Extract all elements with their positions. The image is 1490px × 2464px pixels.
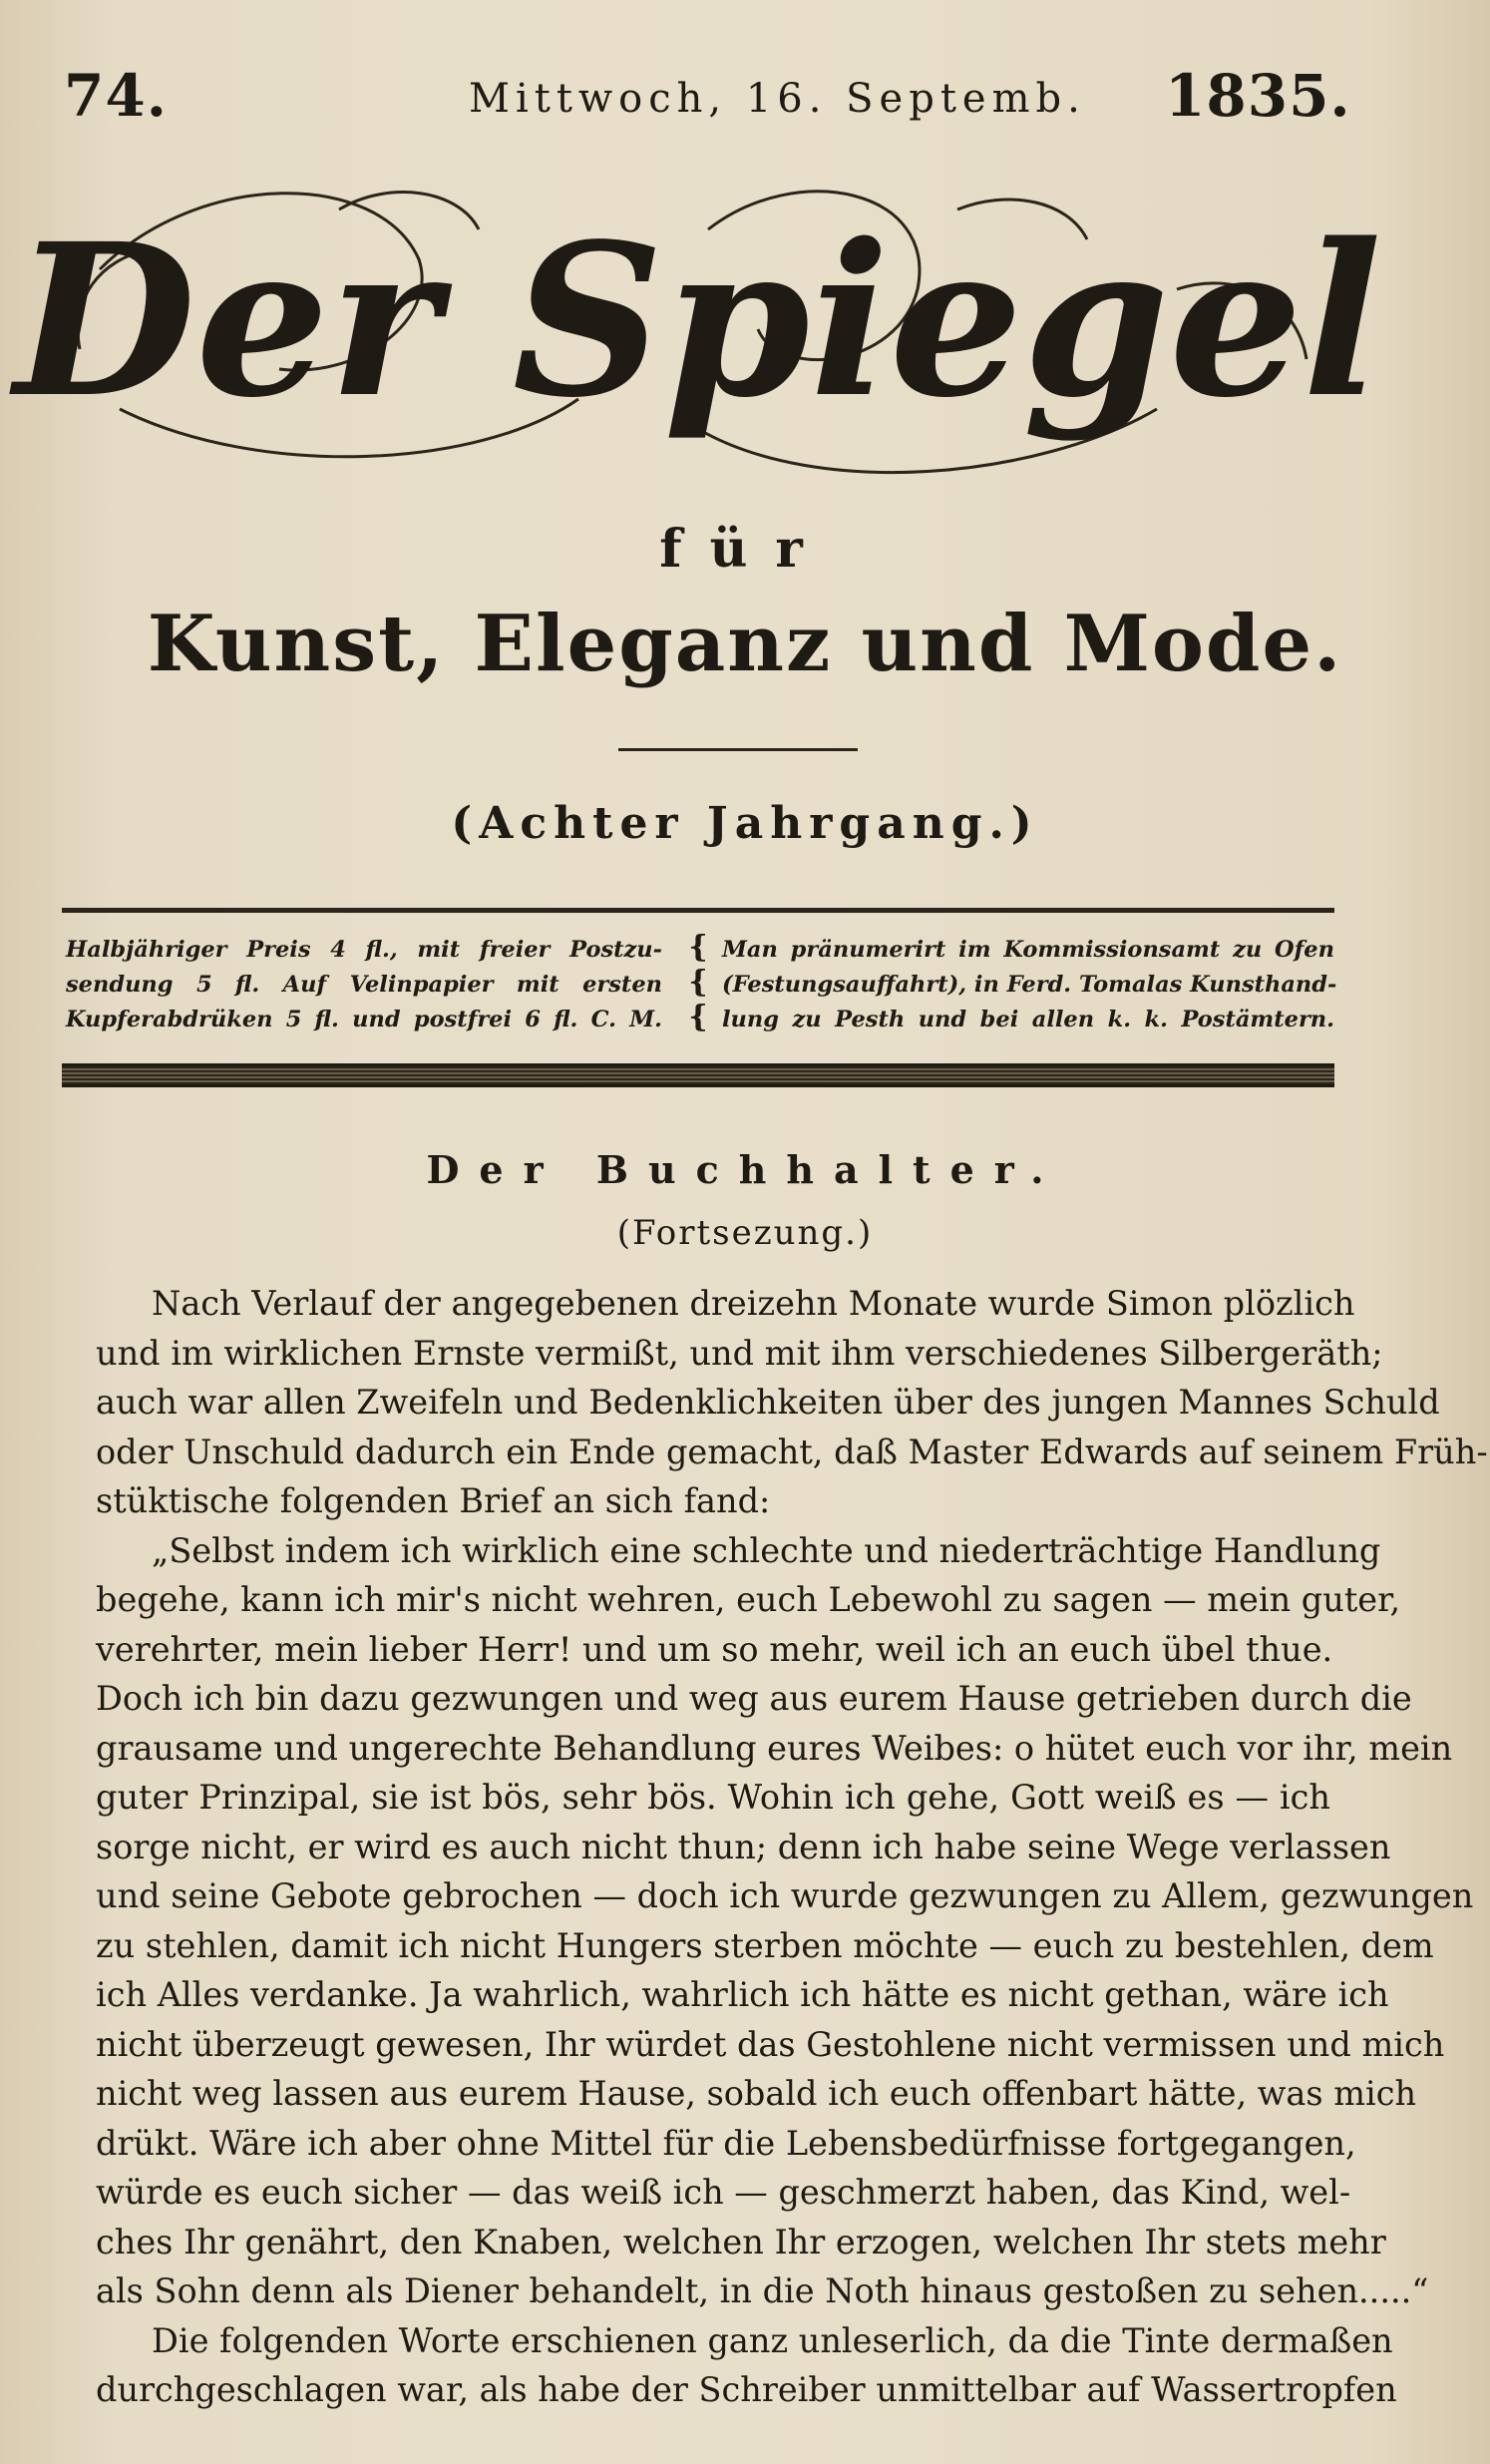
- masthead-logo: [14, 150, 1382, 509]
- issue-date: Mittwoch, 16. Septemb.: [469, 76, 1086, 122]
- where-line: (Festungsauffahrt), in Ferd. Tomalas Kunsthand-: [722, 972, 1337, 998]
- where-line: lung zu Pesth und bei allen k. k. Postämtern.: [722, 1007, 1334, 1032]
- article-line: begehe, kann ich mir's nicht wehren, euch Lebewohl zu sagen — mein guter,: [96, 1580, 1401, 1619]
- article-line: nicht überzeugt gewesen, Ihr würdet das Gestohlene nicht vermissen und mich: [96, 2024, 1445, 2064]
- article-line: als Sohn denn als Diener behandelt, in die Noth hinaus gestoßen zu sehen.....“: [96, 2271, 1429, 2310]
- article-line: und seine Gebote gebrochen — doch ich wurde gezwungen zu Allem, gezwungen: [96, 1876, 1474, 1915]
- issue-number: 74.: [64, 62, 168, 130]
- price-line: sendung 5 fl. Auf Velinpapier mit ersten: [66, 972, 662, 998]
- article-line: sorge nicht, er wird es auch nicht thun; denn ich habe seine Wege verlassen: [96, 1827, 1391, 1866]
- price-line: Halbjähriger Preis 4 fl., mit freier Postzu-: [66, 937, 662, 963]
- volume-label: (Achter Jahrgang.): [451, 798, 1039, 849]
- article-line: ches Ihr genährt, den Knaben, welchen Ihr erzogen, welchen Ihr stets mehr: [96, 2222, 1386, 2261]
- divider-heavy: [62, 1063, 1334, 1087]
- article-line: durchgeschlagen war, als habe der Schreiber unmittelbar auf Wassertropfen: [96, 2370, 1397, 2409]
- article-title: Der Buchhalter.: [426, 1147, 1064, 1192]
- masthead-subtitle: Kunst, Eleganz und Mode.: [147, 599, 1343, 689]
- article-subtitle: (Fortsezung.): [616, 1213, 874, 1253]
- article-line: „Selbst indem ich wirklich eine schlechte und niederträchtige Handlung: [152, 1530, 1381, 1570]
- article-line: oder Unschuld dadurch ein Ende gemacht, daß Master Edwards auf seinem Früh-: [96, 1432, 1488, 1471]
- article-line: nicht weg lassen aus eurem Hause, sobald ich euch offenbart hätte, was mich: [96, 2074, 1417, 2113]
- divider-top: [62, 908, 1334, 913]
- article-line: Die folgenden Worte erschienen ganz unleserlich, da die Tinte dermaßen: [152, 2320, 1393, 2360]
- article-line: Nach Verlauf der angegebenen dreizehn Monate wurde Simon plözlich: [152, 1284, 1355, 1323]
- article-line: verehrter, mein lieber Herr! und um so mehr, weil ich an euch übel thue.: [96, 1629, 1333, 1669]
- issue-year: 1835.: [1165, 62, 1351, 130]
- article-line: zu stehlen, damit ich nicht Hungers sterben möchte — euch zu bestehlen, dem: [96, 1925, 1434, 1965]
- article-line: stüktische folgenden Brief an sich fand:: [96, 1481, 771, 1520]
- where-line: Man pränumerirt im Kommissionsamt zu Ofen: [722, 937, 1334, 963]
- article-line: ich Alles verdanke. Ja wahrlich, wahrlich ich hätte es nicht gethan, wäre ich: [96, 1975, 1389, 2014]
- price-line: Kupferabdrüken 5 fl. und postfrei 6 fl. C. M.: [66, 1007, 662, 1032]
- article-line: würde es euch sicher — das weiß ich — geschmerzt haben, das Kind, wel-: [96, 2173, 1351, 2212]
- subscription-where: [722, 933, 1337, 1037]
- divider-short: [618, 748, 858, 751]
- article-line: grausame und ungerechte Behandlung eures Weibes: o hütet euch vor ihr, mein: [96, 1728, 1453, 1768]
- masthead-fuer: für: [659, 519, 831, 580]
- article-line: Doch ich bin dazu gezwungen und weg aus eurem Hause getrieben durch die: [96, 1679, 1412, 1718]
- brace-ornament: { { {: [688, 930, 708, 1034]
- article-body: [96, 1279, 1488, 2415]
- article-line: und im wirklichen Ernste vermißt, und mit ihm verschiedenes Silbergeräth;: [96, 1333, 1383, 1373]
- subscription-price: [66, 933, 662, 1037]
- article-line: guter Prinzipal, sie ist bös, sehr bös. Wohin ich gehe, Gott weiß es — ich: [96, 1778, 1330, 1817]
- article-line: auch war allen Zweifeln und Bedenklichkeiten über des jungen Mannes Schuld: [96, 1383, 1440, 1422]
- article-line: drükt. Wäre ich aber ohne Mittel für die Lebensbedürfnisse fortgegangen,: [96, 2123, 1356, 2163]
- masthead-title: Der Spiegel: [14, 198, 1382, 444]
